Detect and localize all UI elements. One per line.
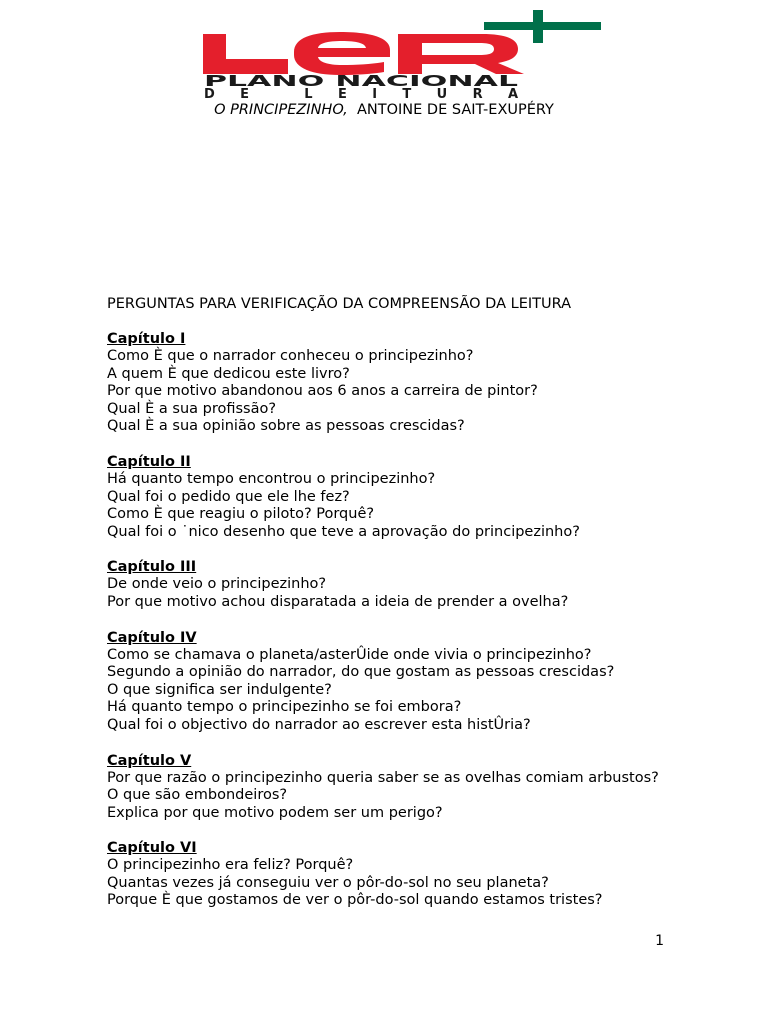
question: O que são embondeiros? (107, 787, 288, 804)
book-title-line (0, 101, 768, 119)
question: Qual foi o pedido que ele lhe fez? (107, 488, 350, 505)
question: Qual foi o objectivo do narrador ao escrever esta histÛria? (107, 716, 531, 733)
questionnaire-heading: PERGUNTAS PARA VERIFICAÇÃO DA COMPREENSÃO DA LEITURA (107, 296, 572, 312)
chapter-title: Capítulo I (107, 331, 186, 347)
chapter-section (107, 629, 667, 735)
question: Qual È a sua opinião sobre as pessoas crescidas? (107, 418, 465, 435)
logo-letter-l (203, 34, 288, 74)
chapter-section (107, 330, 667, 436)
chapter-section (107, 752, 667, 823)
logo-plus-horizontal (484, 22, 601, 30)
chapter-section (107, 453, 667, 541)
logo-letter-e (294, 32, 390, 75)
page-number: 1 (655, 933, 664, 949)
question: Segundo a opinião do narrador, do que gostam as pessoas crescidas? (107, 664, 615, 681)
author-name: ANTOINE DE SAIT-EXUPÉRY (356, 102, 554, 118)
logo-de-leitura: DE LEITURA (204, 87, 518, 98)
question: Há quanto tempo o principezinho se foi embora? (107, 699, 462, 716)
question: Porque È que gostamos de ver o pôr-do-sol quando estamos tristes? (107, 892, 603, 909)
logo-plano-nacional: PLANO NACIONAL (204, 72, 519, 90)
question: Explica por que motivo podem ser um perigo? (107, 804, 443, 821)
question: Como È que o narrador conheceu o principezinho? (107, 348, 474, 364)
question: Como È que reagiu o piloto? Porquê? (107, 506, 375, 523)
ler-plano-nacional-de-leitura-logo (200, 8, 602, 98)
book-title: O PRINCIPEZINHO, (214, 102, 348, 118)
chapter-title: Capítulo IV (107, 629, 197, 646)
question: Quantas vezes já conseguiu ver o pôr-do-sol no seu planeta? (107, 874, 549, 891)
question: Por que motivo abandonou aos 6 anos a carreira de pintor? (107, 383, 538, 400)
logo-letter-r (398, 34, 524, 74)
questionnaire (107, 295, 667, 927)
question: Por que motivo achou disparatada a ideia de prender a ovelha? (107, 593, 569, 610)
chapter-section (107, 558, 667, 611)
chapter-title: Capítulo VI (107, 840, 197, 857)
chapter-section (107, 839, 667, 910)
question: Qual foi o ˙nico desenho que teve a aprovação do principezinho? (107, 523, 580, 540)
question: Como se chamava o planeta/asterÛide onde vivia o principezinho? (107, 646, 592, 663)
question: A quem È que dedicou este livro? (107, 365, 350, 382)
chapter-title: Capítulo V (107, 752, 192, 769)
question: De onde veio o principezinho? (107, 576, 327, 593)
chapter-title: Capítulo II (107, 453, 191, 470)
question: Há quanto tempo encontrou o principezinho? (107, 470, 436, 487)
chapter-list (107, 330, 667, 910)
question: Qual È a sua profissão? (107, 400, 277, 417)
question: O principezinho era feliz? Porquê? (107, 857, 354, 874)
question: Por que razão o principezinho queria saber se as ovelhas comiam arbustos? (107, 769, 659, 786)
chapter-title: Capítulo III (107, 559, 197, 576)
question: O que significa ser indulgente? (107, 681, 332, 698)
